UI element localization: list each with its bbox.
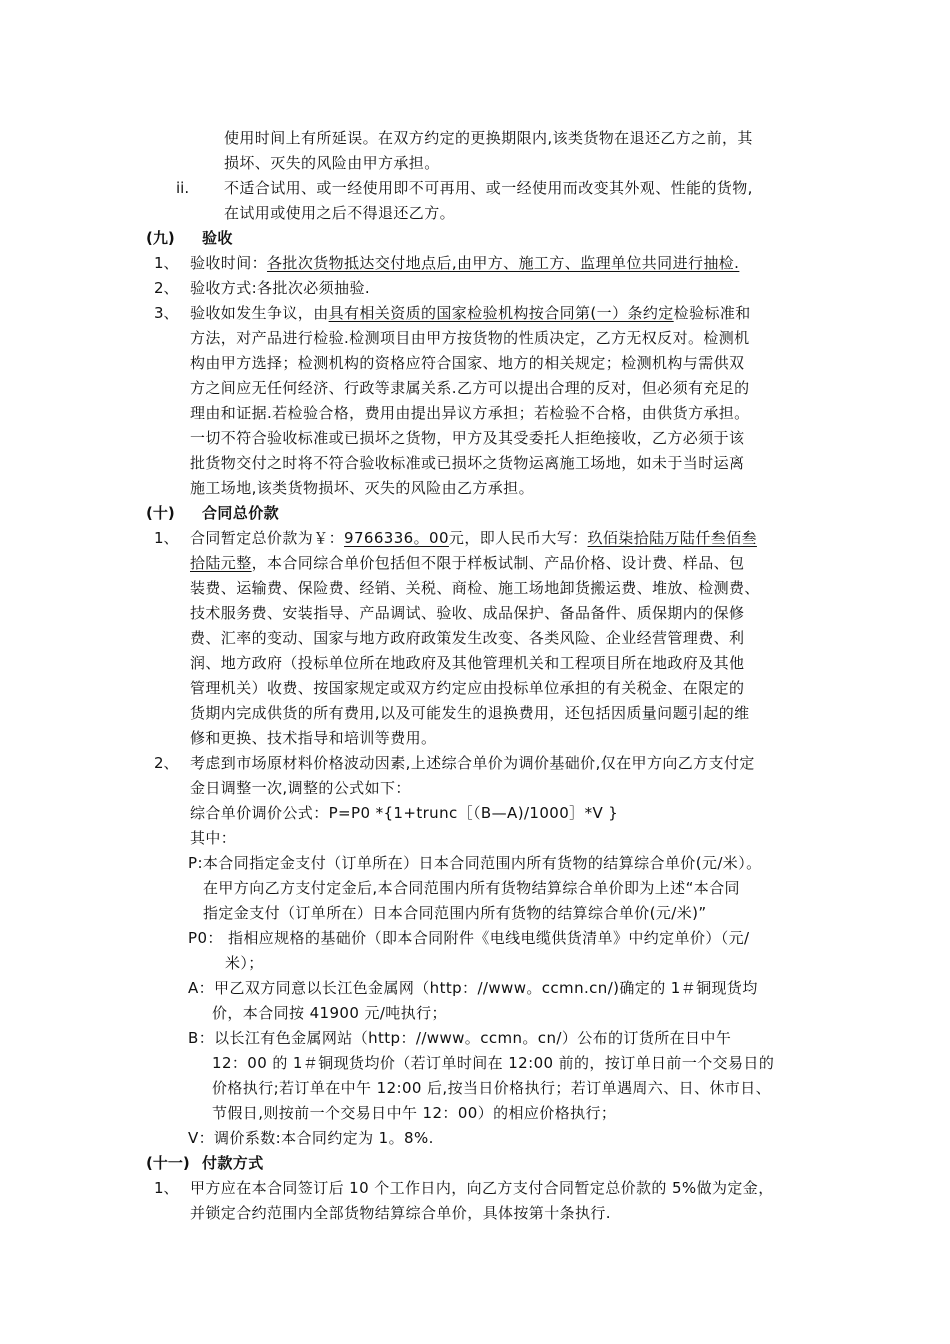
- text-span: 检验标准和: [673, 304, 751, 322]
- text-line: 不适合试用、或一经使用即不可再用、或一经使用而改变其外观、性能的货物,: [224, 179, 753, 197]
- list-marker: 1、: [154, 1179, 179, 1197]
- text-line: 使用时间上有所延误。在双方约定的更换期限内,该类货物在退还乙方之前，其: [224, 129, 753, 147]
- text-line: 管理机关）收费、按国家规定或双方约定应由投标单位承担的有关税金、在限定的: [190, 679, 745, 697]
- text-line: 一切不符合验收标准或已损坏之货物，甲方及其受委托人拒绝接收，乙方必须于该: [190, 429, 745, 447]
- amount-in-words: 玖佰柒拾陆万陆仟叁佰叁: [587, 529, 757, 547]
- section-number: (九): [146, 229, 175, 247]
- text-line: 理由和证据.若检验合格，费用由提出异议方承担；若检验不合格，由供货方承担。: [190, 404, 750, 422]
- text-line: 指定金支付（订单所在）日本合同范围内所有货物的结算综合单价(元/米)”: [203, 904, 707, 922]
- section-heading: 验收: [202, 229, 233, 247]
- list-marker: 3、: [154, 304, 179, 322]
- text-line: P:本合同指定金支付（订单所在）日本合同范围内所有货物的结算综合单价(元/米）。: [188, 854, 762, 872]
- text-line: [190, 551, 744, 576]
- text-line: 价格执行;若订单在中午 12:00 后,按当日价格执行；若订单遇周六、日、休市日、: [212, 1079, 771, 1097]
- section-heading: 合同总价款: [202, 504, 280, 522]
- text-span: ，本合同综合单价包括但不限于样板试制、产品价格、设计费、样品、包: [251, 554, 745, 572]
- text-line: 费、汇率的变动、国家与地方政府政策发生改变、各类风险、企业经营管理费、利: [190, 629, 745, 647]
- text-line: 货期内完成供货的所有费用,以及可能发生的退换费用，还包括因质量问题引起的维: [190, 704, 750, 722]
- amount-in-words: 拾陆元整: [190, 554, 252, 572]
- formula-line: 综合单价调价公式：P=P0 *{1+trunc［（B—A)/1000］*V }: [190, 804, 619, 822]
- text-line: 方法，对产品进行检验.检测项目由甲方按货物的性质决定，乙方无权反对。检测机: [190, 329, 750, 347]
- text-line: [190, 526, 757, 551]
- list-marker: 2、: [154, 754, 179, 772]
- text-line: 在试用或使用之后不得退还乙方。: [224, 204, 456, 222]
- text-line: 其中：: [190, 829, 237, 847]
- text-line: 在甲方向乙方支付定金后,本合同范围内所有货物结算综合单价即为上述“本合同: [203, 879, 740, 897]
- text-line: 价，本合同按 41900 元/吨执行；: [212, 1004, 447, 1022]
- text-span: 验收如发生争议，由: [190, 304, 329, 322]
- text-line: 技术服务费、安装指导、产品调试、验收、成品保护、备品备件、质保期内的保修: [190, 604, 745, 622]
- section-number: (十一): [146, 1154, 190, 1172]
- text-line: V：调价系数:本合同约定为 1。8%.: [188, 1129, 434, 1147]
- text-line: B：以长江有色金属网站（http：//www。ccmn。cn/）公布的订货所在日中午: [188, 1029, 732, 1047]
- text-line: 节假日,则按前一个交易日中午 12：00）的相应价格执行；: [212, 1104, 617, 1122]
- list-marker: 1、: [154, 254, 179, 272]
- text-line: 构由甲方选择；检测机构的资格应符合国家、地方的相关规定；检测机构与需供双: [190, 354, 745, 372]
- text-line: 金日调整一次,调整的公式如下：: [190, 779, 411, 797]
- total-amount: 9766336。00: [344, 529, 449, 547]
- text-line: P0： 指相应规格的基础价（即本合同附件《电线电缆供货清单》中约定单价）（元/: [188, 929, 750, 947]
- list-marker: 2、: [154, 279, 179, 297]
- text-line: [190, 251, 739, 276]
- list-marker: ii.: [176, 179, 190, 197]
- text-line: 装费、运输费、保险费、经销、关税、商检、施工场地卸货搬运费、堆放、检测费、: [190, 579, 760, 597]
- text-line: 甲方应在本合同签订后 10 个工作日内，向乙方支付合同暂定总价款的 5%做为定金，: [190, 1179, 774, 1197]
- text-line: 施工场地,该类货物损坏、灭失的风险由乙方承担。: [190, 479, 534, 497]
- section-heading: 付款方式: [202, 1154, 264, 1172]
- text-line: 批货物交付之时将不符合验收标准或已损坏之货物运离施工场地，如未于当时运离: [190, 454, 745, 472]
- text-line: 并锁定合约范围内全部货物结算综合单价，具体按第十条执行.: [190, 1204, 611, 1222]
- text-line: [190, 301, 751, 326]
- text-line: 润、地方政府（投标单位所在地政府及其他管理机关和工程项目所在地政府及其他: [190, 654, 745, 672]
- section-number: (十): [146, 504, 175, 522]
- text-line: 损坏、灭失的风险由甲方承担。: [224, 154, 440, 172]
- text-span: 验收时间：: [190, 254, 268, 272]
- underlined-text: 各批次货物抵达交付地点后,由甲方、施工方、监理单位共同进行抽检.: [267, 254, 740, 272]
- text-line: 考虑到市场原材料价格波动因素,上述综合单价为调价基础价,仅在甲方向乙方支付定: [190, 754, 755, 772]
- underlined-text: 具有相关资质的国家检验机构按合同第(一）条约定: [328, 304, 674, 322]
- text-line: 米）；: [225, 954, 264, 972]
- text-line: 方之间应无任何经济、行政等隶属关系.乙方可以提出合理的反对，但必须有充足的: [190, 379, 750, 397]
- text-span: 元，即人民币大写：: [448, 529, 588, 547]
- text-line: 修和更换、技术指导和培训等费用。: [190, 729, 437, 747]
- text-line: 12：00 的 1＃铜现货均价（若订单时间在 12:00 前的，按订单日前一个交易日的: [212, 1054, 775, 1072]
- text-line: A：甲乙双方同意以长江色金属网（http：//www。ccmn.cn/)确定的 1＃铜现货均: [188, 979, 758, 997]
- text-line: 验收方式:各批次必须抽验.: [190, 279, 371, 297]
- list-marker: 1、: [154, 529, 179, 547]
- text-span: 合同暂定总价款为￥：: [190, 529, 345, 547]
